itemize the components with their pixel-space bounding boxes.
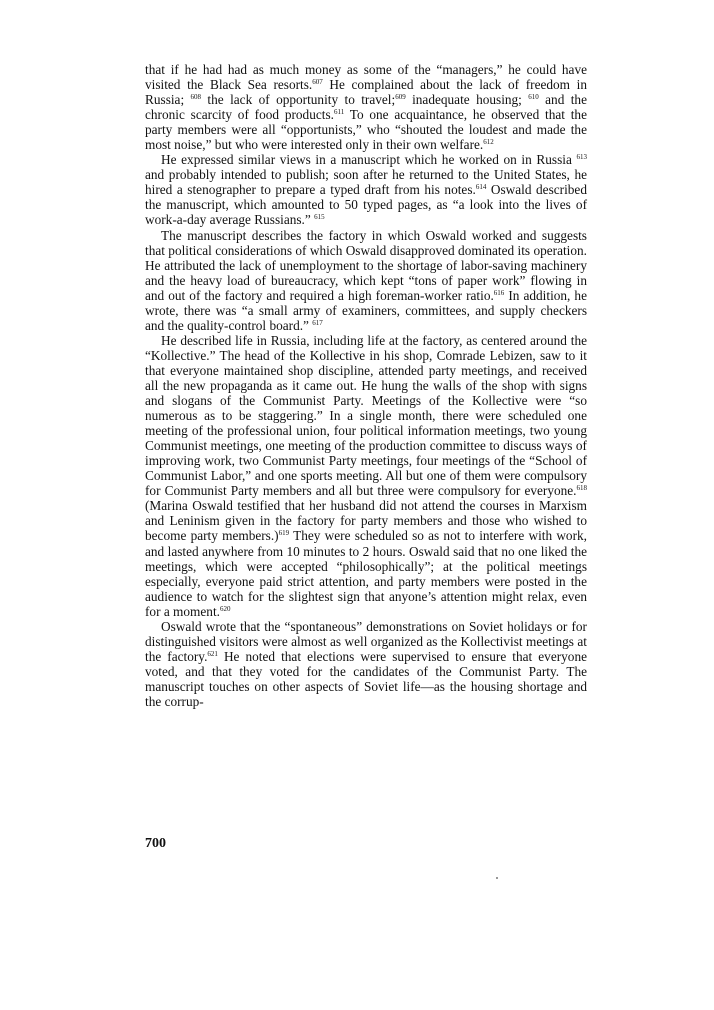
footnote-ref: 616	[493, 288, 505, 297]
paragraph: He expressed similar views in a manuscript which he worked on in Russia $^{613}$ and probably intended to publish; soon after he returned to the United States, he hired a stenographer to prepare a typed draft from his notes.$^{614}$ Oswald described the manuscript, which amounted to 50 typed pages, as “a look into the lives of work-a-day average Russians.” $^{615}$	[145, 152, 587, 228]
footnote-ref: 614	[475, 183, 487, 192]
page-number: 700	[145, 836, 166, 851]
paragraph: that if he had had as much money as some of the “managers,” he could have visited the Black Sea resorts.$^{607}$ He complained about the lack of freedom in Russia; $^{608}$ the lack of opportunity to travel;$^{609}$ inadequate housing; $^{610}$ and the chronic scarcity of food products.$^{611}$ To one acquaintance, he observed that the party members were all “opportunists,” who “shouted the loudest and made the most noise,” but who were interested only in their own welfare.$^{612}$	[145, 62, 587, 153]
footnote-ref: 609	[395, 93, 406, 102]
footnote-ref: 619	[278, 529, 290, 538]
paragraph: The manuscript describes the factory in which Oswald worked and suggests that political considerations of which Oswald disapproved dominated its operation. He attributed the lack of unemployment to the shortage of labor-saving machinery and the heavy load of bureaucracy, which kept “tons of paper work” flowing in and out of the factory and required a high foreman-worker ratio.$^{616}$ In addition, he wrote, there was “a small army of examiners, committees, and supply checkers and the quality-control board.” $^{617}$	[145, 227, 587, 333]
footnote-ref: 618	[576, 484, 587, 493]
scan-speck	[496, 877, 498, 879]
footnote-ref: 610	[528, 93, 539, 102]
paragraph: Oswald wrote that the “spontaneous” demonstrations on Soviet holidays or for distinguished visitors were almost as well organized as the Kollectivist meetings at the factory.$^{621}$ He noted that elections were supervised to ensure that everyone voted, and that they voted for the candidates of the Communist Party. The manuscript touches on other aspects of Soviet life—as the housing shortage and the corrup-	[145, 618, 587, 709]
footnote-ref: 620	[219, 604, 231, 613]
footnote-ref: 611	[333, 108, 345, 117]
footnote-ref: 617	[312, 318, 323, 327]
body-text	[145, 62, 587, 709]
footnote-ref: 612	[483, 138, 494, 147]
footnote-ref: 608	[190, 93, 202, 102]
footnote-ref: 621	[207, 649, 218, 658]
footnote-ref: 613	[576, 153, 587, 162]
paragraph: He described life in Russia, including life at the factory, as centered around the “Kollective.” The head of the Kollective in his shop, Comrade Lebizen, saw to it that everyone maintained shop discipline, attended party meetings, and received all the new propaganda as it came out. He hung the walls of the shop with signs and slogans of the Communist Party. Meetings of the Kollective were “so numerous as to be staggering.” In a single month, there were scheduled one meeting of the professional union, four political information meetings, two young Communist meetings, one meeting of the production committee to discuss ways of improving work, two Communist Party meetings, four meetings of the “School of Communist Labor,” and one sports meeting. All but one of them were compulsory for Communist Party members and all but three were compulsory for everyone.$^{618}$ (Marina Oswald testified that her husband did not attend the courses in Marxism and Leninism given in the factory for party members and those who wished to become party members.)$^{619}$ They were scheduled so as not to interfere with work, and lasted anywhere from 10 minutes to 2 hours. Oswald said that no one liked the meetings, which were accepted “philosophically”; at the political meetings especially, everyone paid strict attention, and party members were posted in the audience to watch for the slightest sign that anyone’s attention might relax, even for a moment.$^{620}$	[145, 332, 587, 619]
footnote-ref: 607	[312, 78, 323, 87]
footnote-ref: 615	[314, 213, 325, 222]
